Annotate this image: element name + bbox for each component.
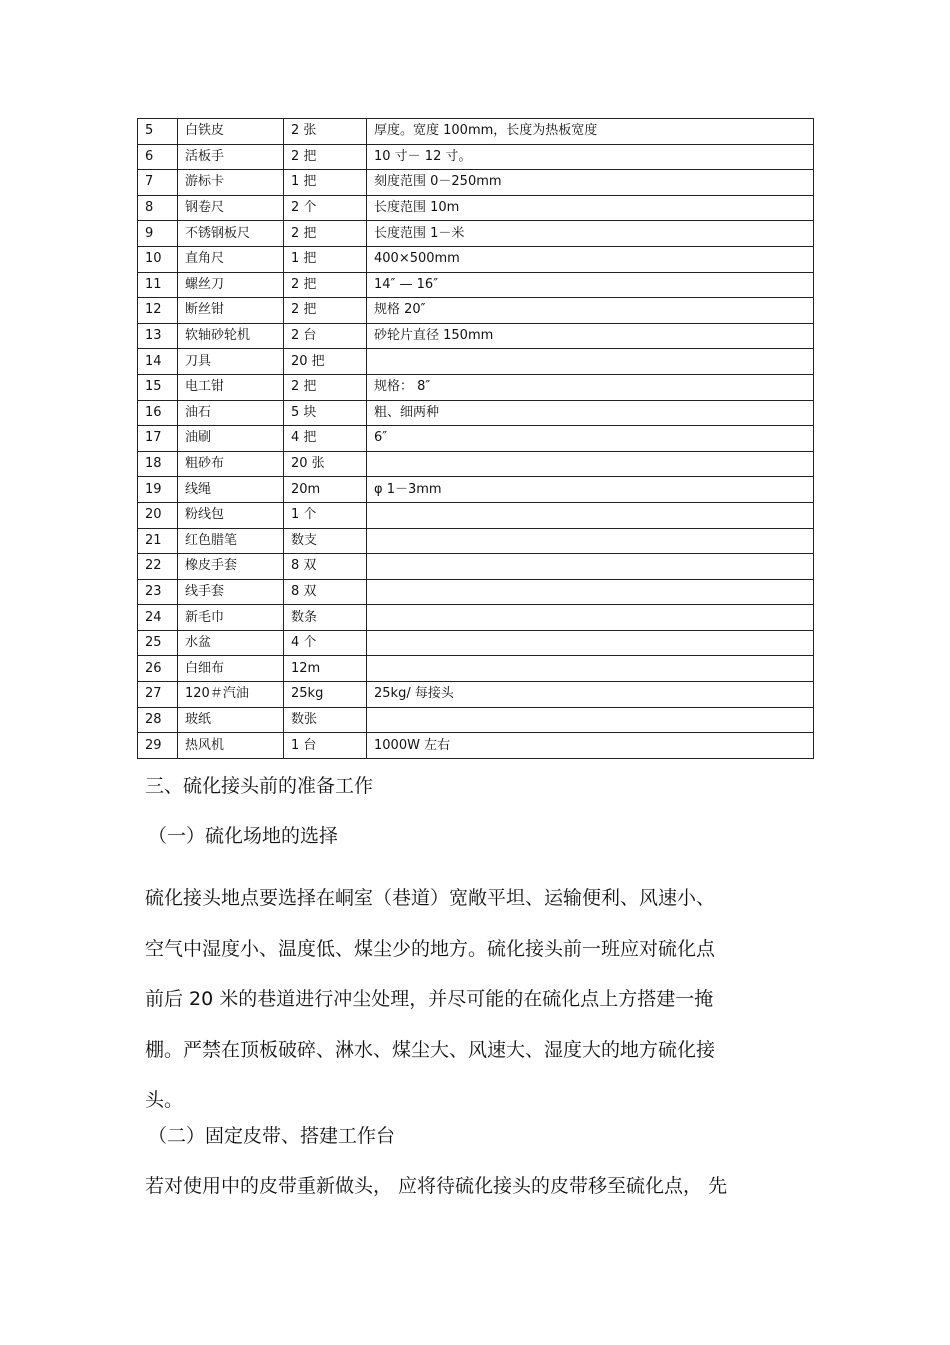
tools-table-body xyxy=(138,119,814,759)
row-number-cell: 26 xyxy=(138,656,178,682)
table-row xyxy=(138,144,814,170)
quantity-cell: 2 台 xyxy=(284,323,367,349)
row-number-cell: 24 xyxy=(138,605,178,631)
paragraph-fix-belt-workbench xyxy=(145,1173,815,1199)
spec-note-cell: 砂轮片直径 150mm xyxy=(367,323,814,349)
row-number-cell: 8 xyxy=(138,195,178,221)
spec-note-cell: 规格： 8″ xyxy=(367,374,814,400)
spec-note-cell: 400×500mm xyxy=(367,246,814,272)
tool-name-cell: 不锈钢板尺 xyxy=(178,221,284,247)
spec-note-cell xyxy=(367,707,814,733)
quantity-cell: 12m xyxy=(284,656,367,682)
table-row xyxy=(138,195,814,221)
spec-note-cell: φ 1－3mm xyxy=(367,477,814,503)
quantity-cell: 4 个 xyxy=(284,630,367,656)
spec-note-cell: 长度范围 1－米 xyxy=(367,221,814,247)
spec-note-cell xyxy=(367,605,814,631)
tool-name-cell: 玻纸 xyxy=(178,707,284,733)
tool-name-cell: 电工钳 xyxy=(178,374,284,400)
tool-name-cell: 断丝钳 xyxy=(178,298,284,324)
tools-table xyxy=(137,118,814,759)
quantity-cell: 2 张 xyxy=(284,119,367,145)
quantity-cell: 2 把 xyxy=(284,144,367,170)
row-number-cell: 22 xyxy=(138,554,178,580)
quantity-cell: 2 把 xyxy=(284,298,367,324)
table-row xyxy=(138,374,814,400)
quantity-cell: 20 张 xyxy=(284,451,367,477)
paragraph-site-selection xyxy=(145,873,815,1126)
paragraph-line: 棚。严禁在顶板破碎、淋水、煤尘大、风速大、湿度大的地方硫化接 xyxy=(145,1038,716,1061)
spec-note-cell: 25kg/ 每接头 xyxy=(367,682,814,708)
table-row xyxy=(138,170,814,196)
tool-name-cell: 新毛巾 xyxy=(178,605,284,631)
row-number-cell: 29 xyxy=(138,733,178,759)
tool-name-cell: 直角尺 xyxy=(178,246,284,272)
spec-note-cell xyxy=(367,656,814,682)
quantity-cell: 2 把 xyxy=(284,221,367,247)
quantity-cell: 1 台 xyxy=(284,733,367,759)
tool-name-cell: 橡皮手套 xyxy=(178,554,284,580)
table-row xyxy=(138,502,814,528)
table-row xyxy=(138,528,814,554)
table-row xyxy=(138,682,814,708)
quantity-cell: 4 把 xyxy=(284,426,367,452)
table-row xyxy=(138,400,814,426)
table-row xyxy=(138,298,814,324)
spec-note-cell xyxy=(367,554,814,580)
quantity-cell: 5 块 xyxy=(284,400,367,426)
row-number-cell: 25 xyxy=(138,630,178,656)
table-row xyxy=(138,656,814,682)
quantity-cell: 8 双 xyxy=(284,579,367,605)
spec-note-cell: 6″ xyxy=(367,426,814,452)
quantity-cell: 8 双 xyxy=(284,554,367,580)
row-number-cell: 14 xyxy=(138,349,178,375)
row-number-cell: 18 xyxy=(138,451,178,477)
table-row xyxy=(138,323,814,349)
quantity-cell: 数张 xyxy=(284,707,367,733)
spec-note-cell: 1000W 左右 xyxy=(367,733,814,759)
table-row xyxy=(138,605,814,631)
table-row xyxy=(138,272,814,298)
paragraph-line: 若对使用中的皮带重新做头， 应将待硫化接头的皮带移至硫化点， 先 xyxy=(145,1175,728,1197)
subheading-fix-belt-workbench: （二）固定皮带、搭建工作台 xyxy=(148,1125,396,1147)
subheading-site-selection: （一）硫化场地的选择 xyxy=(148,825,339,847)
row-number-cell: 12 xyxy=(138,298,178,324)
tool-name-cell: 白细布 xyxy=(178,656,284,682)
tool-name-cell: 油刷 xyxy=(178,426,284,452)
table-row xyxy=(138,733,814,759)
spec-note-cell xyxy=(367,451,814,477)
section-heading-preparation: 三、硫化接头前的准备工作 xyxy=(145,775,374,797)
row-number-cell: 11 xyxy=(138,272,178,298)
tool-name-cell: 水盆 xyxy=(178,630,284,656)
tool-name-cell: 线手套 xyxy=(178,579,284,605)
table-row xyxy=(138,707,814,733)
quantity-cell: 20m xyxy=(284,477,367,503)
tool-name-cell: 软轴砂轮机 xyxy=(178,323,284,349)
row-number-cell: 17 xyxy=(138,426,178,452)
row-number-cell: 16 xyxy=(138,400,178,426)
table-row xyxy=(138,477,814,503)
quantity-cell: 25kg xyxy=(284,682,367,708)
tool-name-cell: 120＃汽油 xyxy=(178,682,284,708)
table-row xyxy=(138,579,814,605)
table-row xyxy=(138,451,814,477)
row-number-cell: 15 xyxy=(138,374,178,400)
tool-name-cell: 红色腊笔 xyxy=(178,528,284,554)
spec-note-cell xyxy=(367,630,814,656)
table-row xyxy=(138,246,814,272)
row-number-cell: 13 xyxy=(138,323,178,349)
row-number-cell: 21 xyxy=(138,528,178,554)
row-number-cell: 28 xyxy=(138,707,178,733)
spec-note-cell: 14″ — 16″ xyxy=(367,272,814,298)
row-number-cell: 20 xyxy=(138,502,178,528)
row-number-cell: 6 xyxy=(138,144,178,170)
table-row xyxy=(138,119,814,145)
quantity-cell: 2 把 xyxy=(284,374,367,400)
paragraph-line: 前后 20 米的巷道进行冲尘处理，并尽可能的在硫化点上方搭建一掩 xyxy=(145,988,714,1010)
row-number-cell: 7 xyxy=(138,170,178,196)
table-row xyxy=(138,349,814,375)
row-number-cell: 27 xyxy=(138,682,178,708)
row-number-cell: 5 xyxy=(138,119,178,145)
table-row xyxy=(138,426,814,452)
tool-name-cell: 热风机 xyxy=(178,733,284,759)
paragraph-line: 头。 xyxy=(145,1089,184,1111)
tool-name-cell: 游标卡 xyxy=(178,170,284,196)
spec-note-cell: 长度范围 10m xyxy=(367,195,814,221)
spec-note-cell xyxy=(367,579,814,605)
spec-note-cell: 10 寸－ 12 寸。 xyxy=(367,144,814,170)
spec-note-cell: 规格 20″ xyxy=(367,298,814,324)
tool-name-cell: 活板手 xyxy=(178,144,284,170)
row-number-cell: 9 xyxy=(138,221,178,247)
row-number-cell: 23 xyxy=(138,579,178,605)
quantity-cell: 2 把 xyxy=(284,272,367,298)
tool-name-cell: 粉线包 xyxy=(178,502,284,528)
spec-note-cell xyxy=(367,349,814,375)
spec-note-cell xyxy=(367,528,814,554)
quantity-cell: 数支 xyxy=(284,528,367,554)
spec-note-cell xyxy=(367,502,814,528)
spec-note-cell: 粗、细两种 xyxy=(367,400,814,426)
spec-note-cell: 刻度范围 0－250mm xyxy=(367,170,814,196)
quantity-cell: 数条 xyxy=(284,605,367,631)
tool-name-cell: 螺丝刀 xyxy=(178,272,284,298)
tool-name-cell: 刀具 xyxy=(178,349,284,375)
quantity-cell: 1 把 xyxy=(284,170,367,196)
tool-name-cell: 油石 xyxy=(178,400,284,426)
tool-name-cell: 粗砂布 xyxy=(178,451,284,477)
table-row xyxy=(138,221,814,247)
quantity-cell: 1 个 xyxy=(284,502,367,528)
tool-name-cell: 白铁皮 xyxy=(178,119,284,145)
quantity-cell: 2 个 xyxy=(284,195,367,221)
table-row xyxy=(138,554,814,580)
row-number-cell: 10 xyxy=(138,246,178,272)
quantity-cell: 20 把 xyxy=(284,349,367,375)
paragraph-line: 空气中湿度小、温度低、煤尘少的地方。硫化接头前一班应对硫化点 xyxy=(145,937,716,960)
tool-name-cell: 钢卷尺 xyxy=(178,195,284,221)
quantity-cell: 1 把 xyxy=(284,246,367,272)
spec-note-cell: 厚度。宽度 100mm，长度为热板宽度 xyxy=(367,119,814,145)
paragraph-line: 硫化接头地点要选择在峒室（巷道）宽敞平坦、运输便利、风速小、 xyxy=(145,887,716,909)
tool-name-cell: 线绳 xyxy=(178,477,284,503)
table-row xyxy=(138,630,814,656)
row-number-cell: 19 xyxy=(138,477,178,503)
